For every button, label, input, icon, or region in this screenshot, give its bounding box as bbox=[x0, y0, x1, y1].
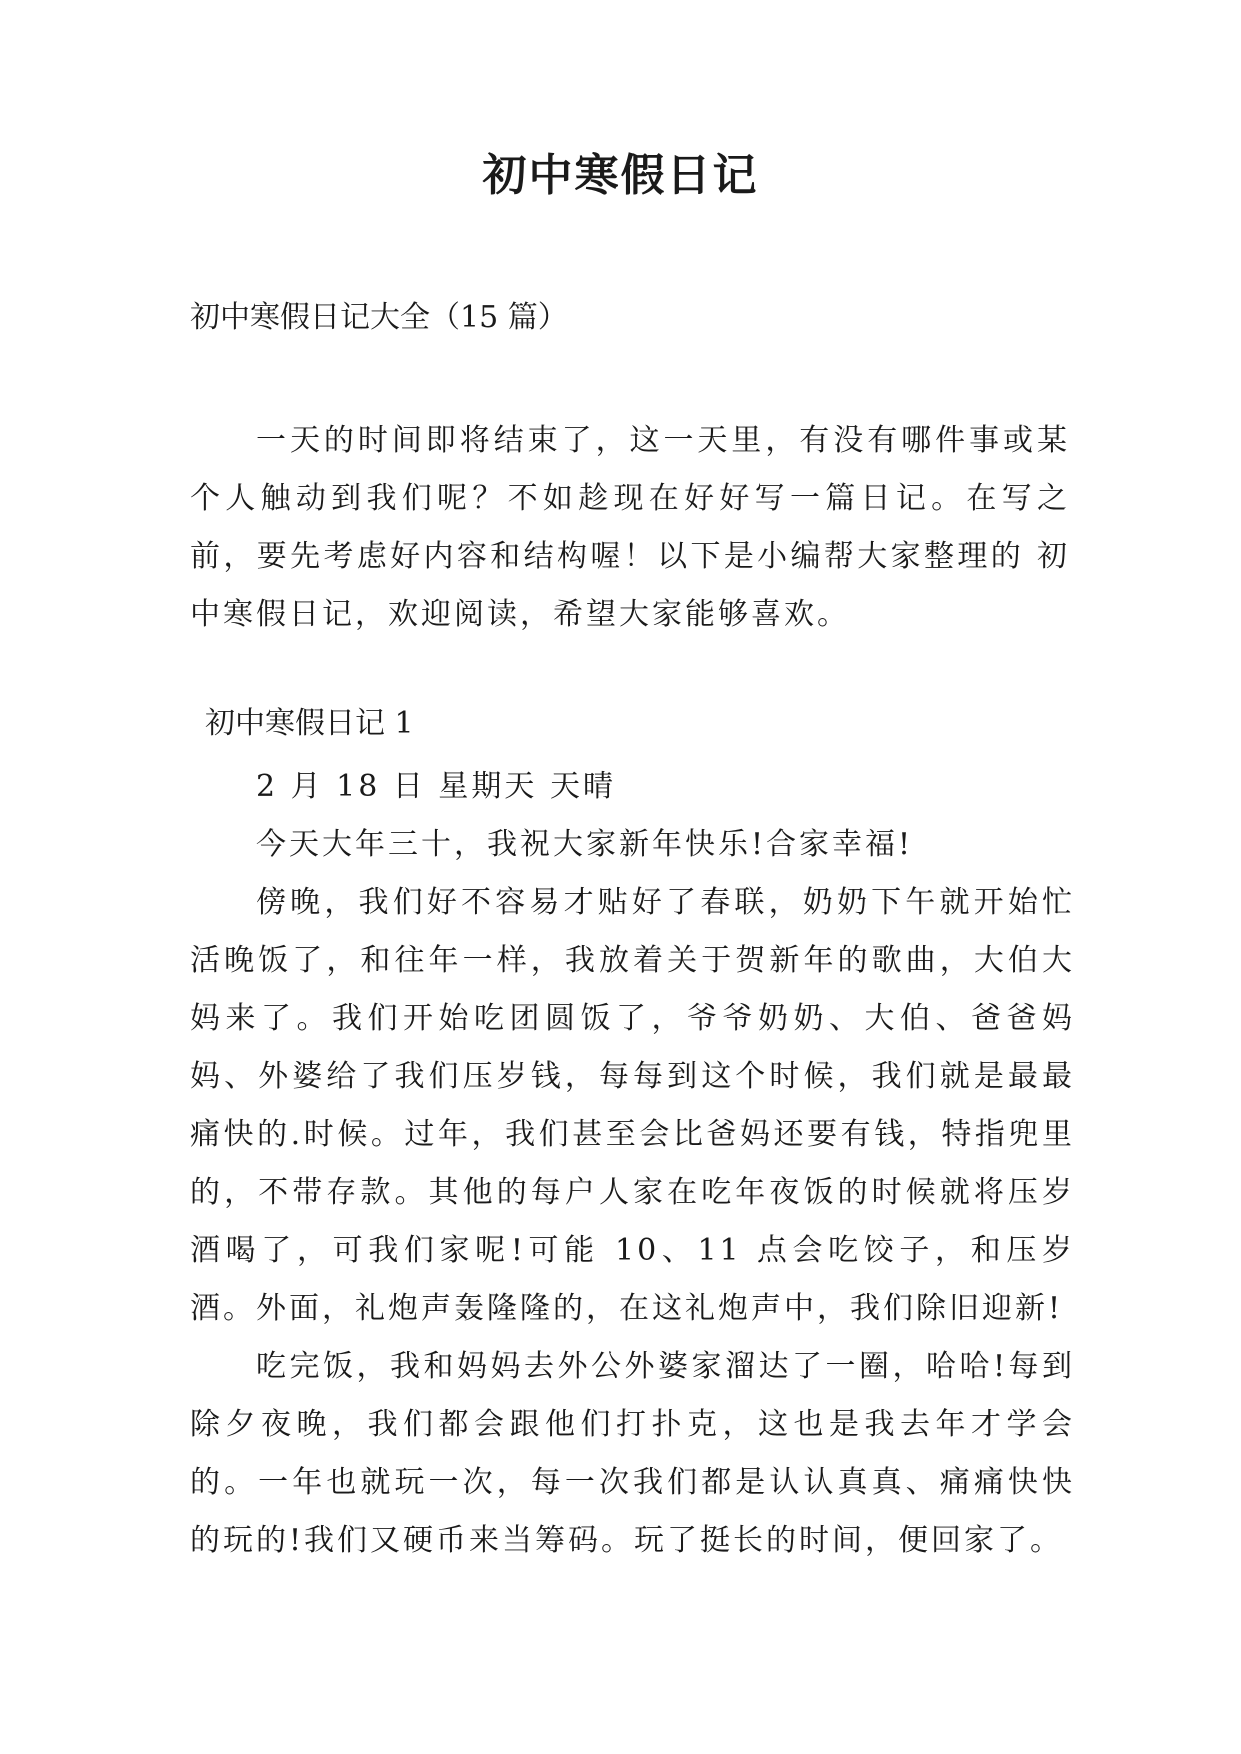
document-subtitle: 初中寒假日记大全（15 篇） bbox=[190, 300, 568, 335]
section-title: 初中寒假日记 1 bbox=[205, 706, 414, 741]
diary-date-line: 2 月 18 日 星期天 天晴 bbox=[256, 769, 616, 804]
intro-paragraph: 一天的时间即将结束了，这一天里，有没有哪件事或某个人触动到我们呢？不如趁现在好好写一篇日记。在写之前，要先考虑好内容和结构喔！以下是小编帮大家整理的 初中寒假日记，欢迎阅读，希望大家能够喜欢。 bbox=[190, 423, 1070, 632]
diary-body bbox=[190, 758, 1075, 1570]
diary-paragraph: 今天大年三十，我祝大家新年快乐!合家幸福! bbox=[256, 827, 914, 862]
diary-paragraph: 吃完饭，我和妈妈去外公外婆家溜达了一圈，哈哈!每到除夕夜晚，我们都会跟他们打扑克，这也是我去年才学会的。一年也就玩一次，每一次我们都是认认真真、痛痛快快的玩的!我们又硬币来当筹码。玩了挺长的时间，便回家了。 bbox=[190, 1349, 1075, 1558]
diary-paragraph: 傍晚，我们好不容易才贴好了春联，奶奶下午就开始忙活晚饭了，和往年一样，我放着关于贺新年的歌曲，大伯大妈来了。我们开始吃团圆饭了，爷爷奶奶、大伯、爸爸妈妈、外婆给了我们压岁钱，每每到这个时候，我们就是最最痛快的.时候。过年，我们甚至会比爸妈还要有钱，特指兜里的，不带存款。其他的每户人家在吃年夜饭的时候就将压岁酒喝了，可我们家呢!可能 10、11 点会吃饺子，和压岁酒。外面，礼炮声轰隆隆的，在这礼炮声中，我们除旧迎新! bbox=[190, 885, 1075, 1326]
document-title: 初中寒假日记 bbox=[482, 150, 759, 201]
